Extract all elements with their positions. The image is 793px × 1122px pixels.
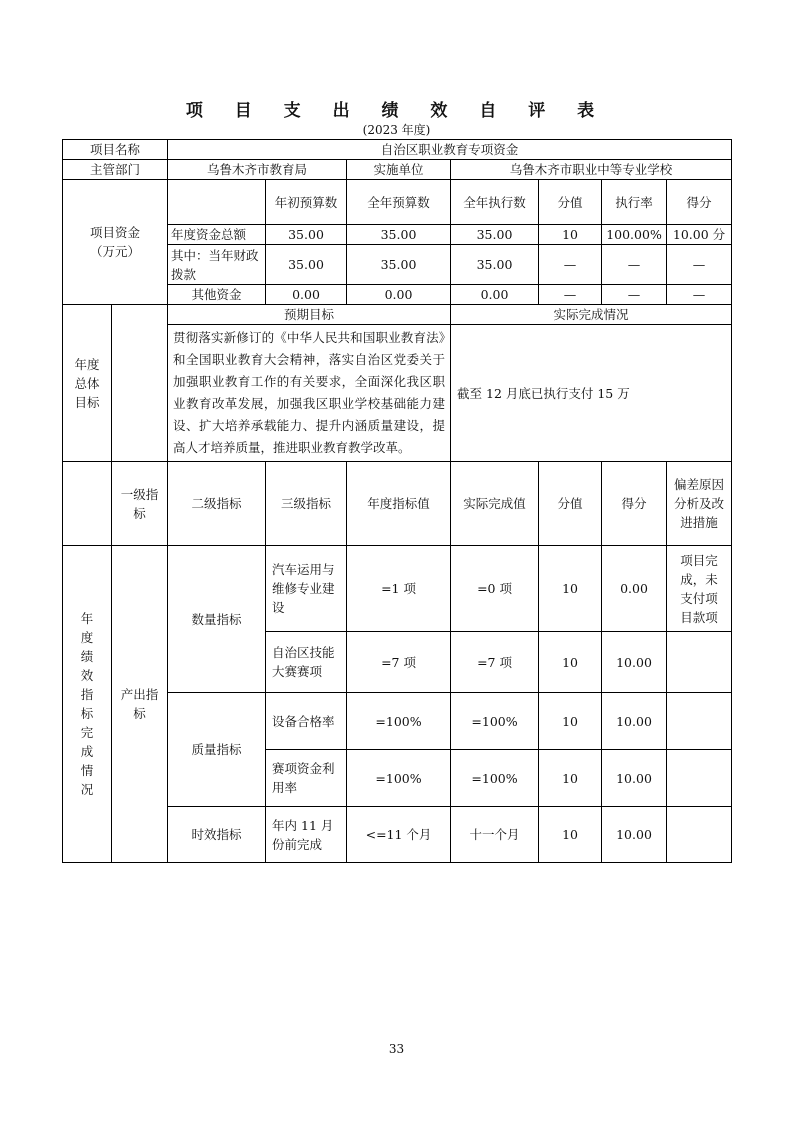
indicator-score: 10	[539, 750, 602, 807]
indicator-header: 年度指标值	[347, 462, 451, 546]
indicator-actual: =100%	[451, 750, 539, 807]
indicator-actual: =100%	[451, 693, 539, 750]
indicator-header: 实际完成值	[451, 462, 539, 546]
indicator-level3: 赛项资金利用率	[266, 750, 347, 807]
indicator-header: 分值	[539, 462, 602, 546]
indicator-level2: 时效指标	[168, 807, 266, 863]
indicator-level2: 质量指标	[168, 693, 266, 807]
funds-cell: 10	[539, 225, 602, 245]
indicator-got: 10.00	[602, 632, 667, 693]
funds-cell: 35.00	[451, 245, 539, 285]
dept-label: 主管部门	[63, 160, 168, 180]
funds-row-label: 其他资金	[168, 285, 266, 305]
indicator-got: 0.00	[602, 546, 667, 632]
funds-header-cell: 分值	[539, 180, 602, 225]
goals-expected-header: 预期目标	[168, 305, 451, 325]
indicator-score: 10	[539, 807, 602, 863]
indicator-level3: 设备合格率	[266, 693, 347, 750]
indicator-score: 10	[539, 693, 602, 750]
funds-cell: 0.00	[347, 285, 451, 305]
self-evaluation-table	[62, 139, 732, 863]
funds-cell: 100.00%	[602, 225, 667, 245]
indicator-reason: 项目完成，未支付项目款项	[667, 546, 732, 632]
funds-cell: 0.00	[266, 285, 347, 305]
funds-cell: 35.00	[347, 225, 451, 245]
indicator-header: 二级指标	[168, 462, 266, 546]
dept-value: 乌鲁木齐市教育局	[168, 160, 347, 180]
page-number: 33	[388, 1042, 405, 1056]
funds-label-blank	[168, 180, 266, 225]
indicator-target: =100%	[347, 750, 451, 807]
funds-cell: 35.00	[347, 245, 451, 285]
funds-cell: —	[667, 245, 732, 285]
goals-actual-text: 截至 12 月底已执行支付 15 万	[451, 325, 732, 462]
funds-cell: 35.00	[266, 225, 347, 245]
indicator-reason	[667, 632, 732, 693]
funds-cell: 10.00 分	[667, 225, 732, 245]
goals-actual-header: 实际完成情况	[451, 305, 732, 325]
funds-cell: —	[667, 285, 732, 305]
indicator-header: 三级指标	[266, 462, 347, 546]
funds-header-cell: 全年执行数	[451, 180, 539, 225]
funds-cell: 35.00	[266, 245, 347, 285]
indicator-level2: 数量指标	[168, 546, 266, 693]
indicator-actual: =7 项	[451, 632, 539, 693]
indicator-actual: =0 项	[451, 546, 539, 632]
indicator-target: <=11 个月	[347, 807, 451, 863]
funds-cell: —	[539, 285, 602, 305]
indicator-header: 得分	[602, 462, 667, 546]
indicator-score: 10	[539, 632, 602, 693]
impl-value: 乌鲁木齐市职业中等专业学校	[451, 160, 732, 180]
goals-label: 年度总体目标	[63, 305, 112, 462]
indicator-level1: 产出指标	[112, 546, 168, 863]
funds-label: 项目资金 （万元）	[63, 180, 168, 305]
funds-header-cell: 全年预算数	[347, 180, 451, 225]
indicator-score: 10	[539, 546, 602, 632]
funds-cell: —	[539, 245, 602, 285]
indicator-level3: 汽车运用与维修专业建设	[266, 546, 347, 632]
indicator-level3: 自治区技能大赛赛项	[266, 632, 347, 693]
indicator-got: 10.00	[602, 750, 667, 807]
indicator-got: 10.00	[602, 693, 667, 750]
indicator-corner-blank	[63, 462, 112, 546]
goals-expected-text: 贯彻落实新修订的《中华人民共和国职业教育法》和全国职业教育大会精神，落实自治区党委关于加强职业教育工作的有关要求，全面深化我区职业教育改革发展，加强我区职业学校基础能力建设、扩大培养承载能力、提升内涵质量建设，提高人才培养质量，推进职业教育教学改革。	[168, 325, 451, 462]
funds-header-cell: 执行率	[602, 180, 667, 225]
indicator-target: =100%	[347, 693, 451, 750]
funds-cell: —	[602, 245, 667, 285]
impl-label: 实施单位	[347, 160, 451, 180]
indicator-header: 一级指标	[112, 462, 168, 546]
page-subtitle: (2023 年度)	[362, 123, 431, 137]
indicator-actual: 十一个月	[451, 807, 539, 863]
project-name-value: 自治区职业教育专项资金	[168, 140, 732, 160]
indicator-reason	[667, 750, 732, 807]
indicator-header: 偏差原因分析及改进措施	[667, 462, 732, 546]
project-name-label: 项目名称	[63, 140, 168, 160]
page-title: 项 目 支 出 绩 效 自 评 表	[185, 101, 608, 121]
indicator-target: =7 项	[347, 632, 451, 693]
indicator-reason	[667, 693, 732, 750]
indicator-target: =1 项	[347, 546, 451, 632]
indicator-section-label: 年度绩效指标完成情况	[63, 546, 112, 863]
funds-cell: 0.00	[451, 285, 539, 305]
indicator-got: 10.00	[602, 807, 667, 863]
funds-header-cell: 得分	[667, 180, 732, 225]
indicator-reason	[667, 807, 732, 863]
funds-cell: —	[602, 285, 667, 305]
indicator-level3: 年内 11 月份前完成	[266, 807, 347, 863]
funds-row-label: 其中：当年财政拨款	[168, 245, 266, 285]
funds-header-cell: 年初预算数	[266, 180, 347, 225]
goals-blank-cell	[112, 305, 168, 462]
funds-cell: 35.00	[451, 225, 539, 245]
funds-row-label: 年度资金总额	[168, 225, 266, 245]
